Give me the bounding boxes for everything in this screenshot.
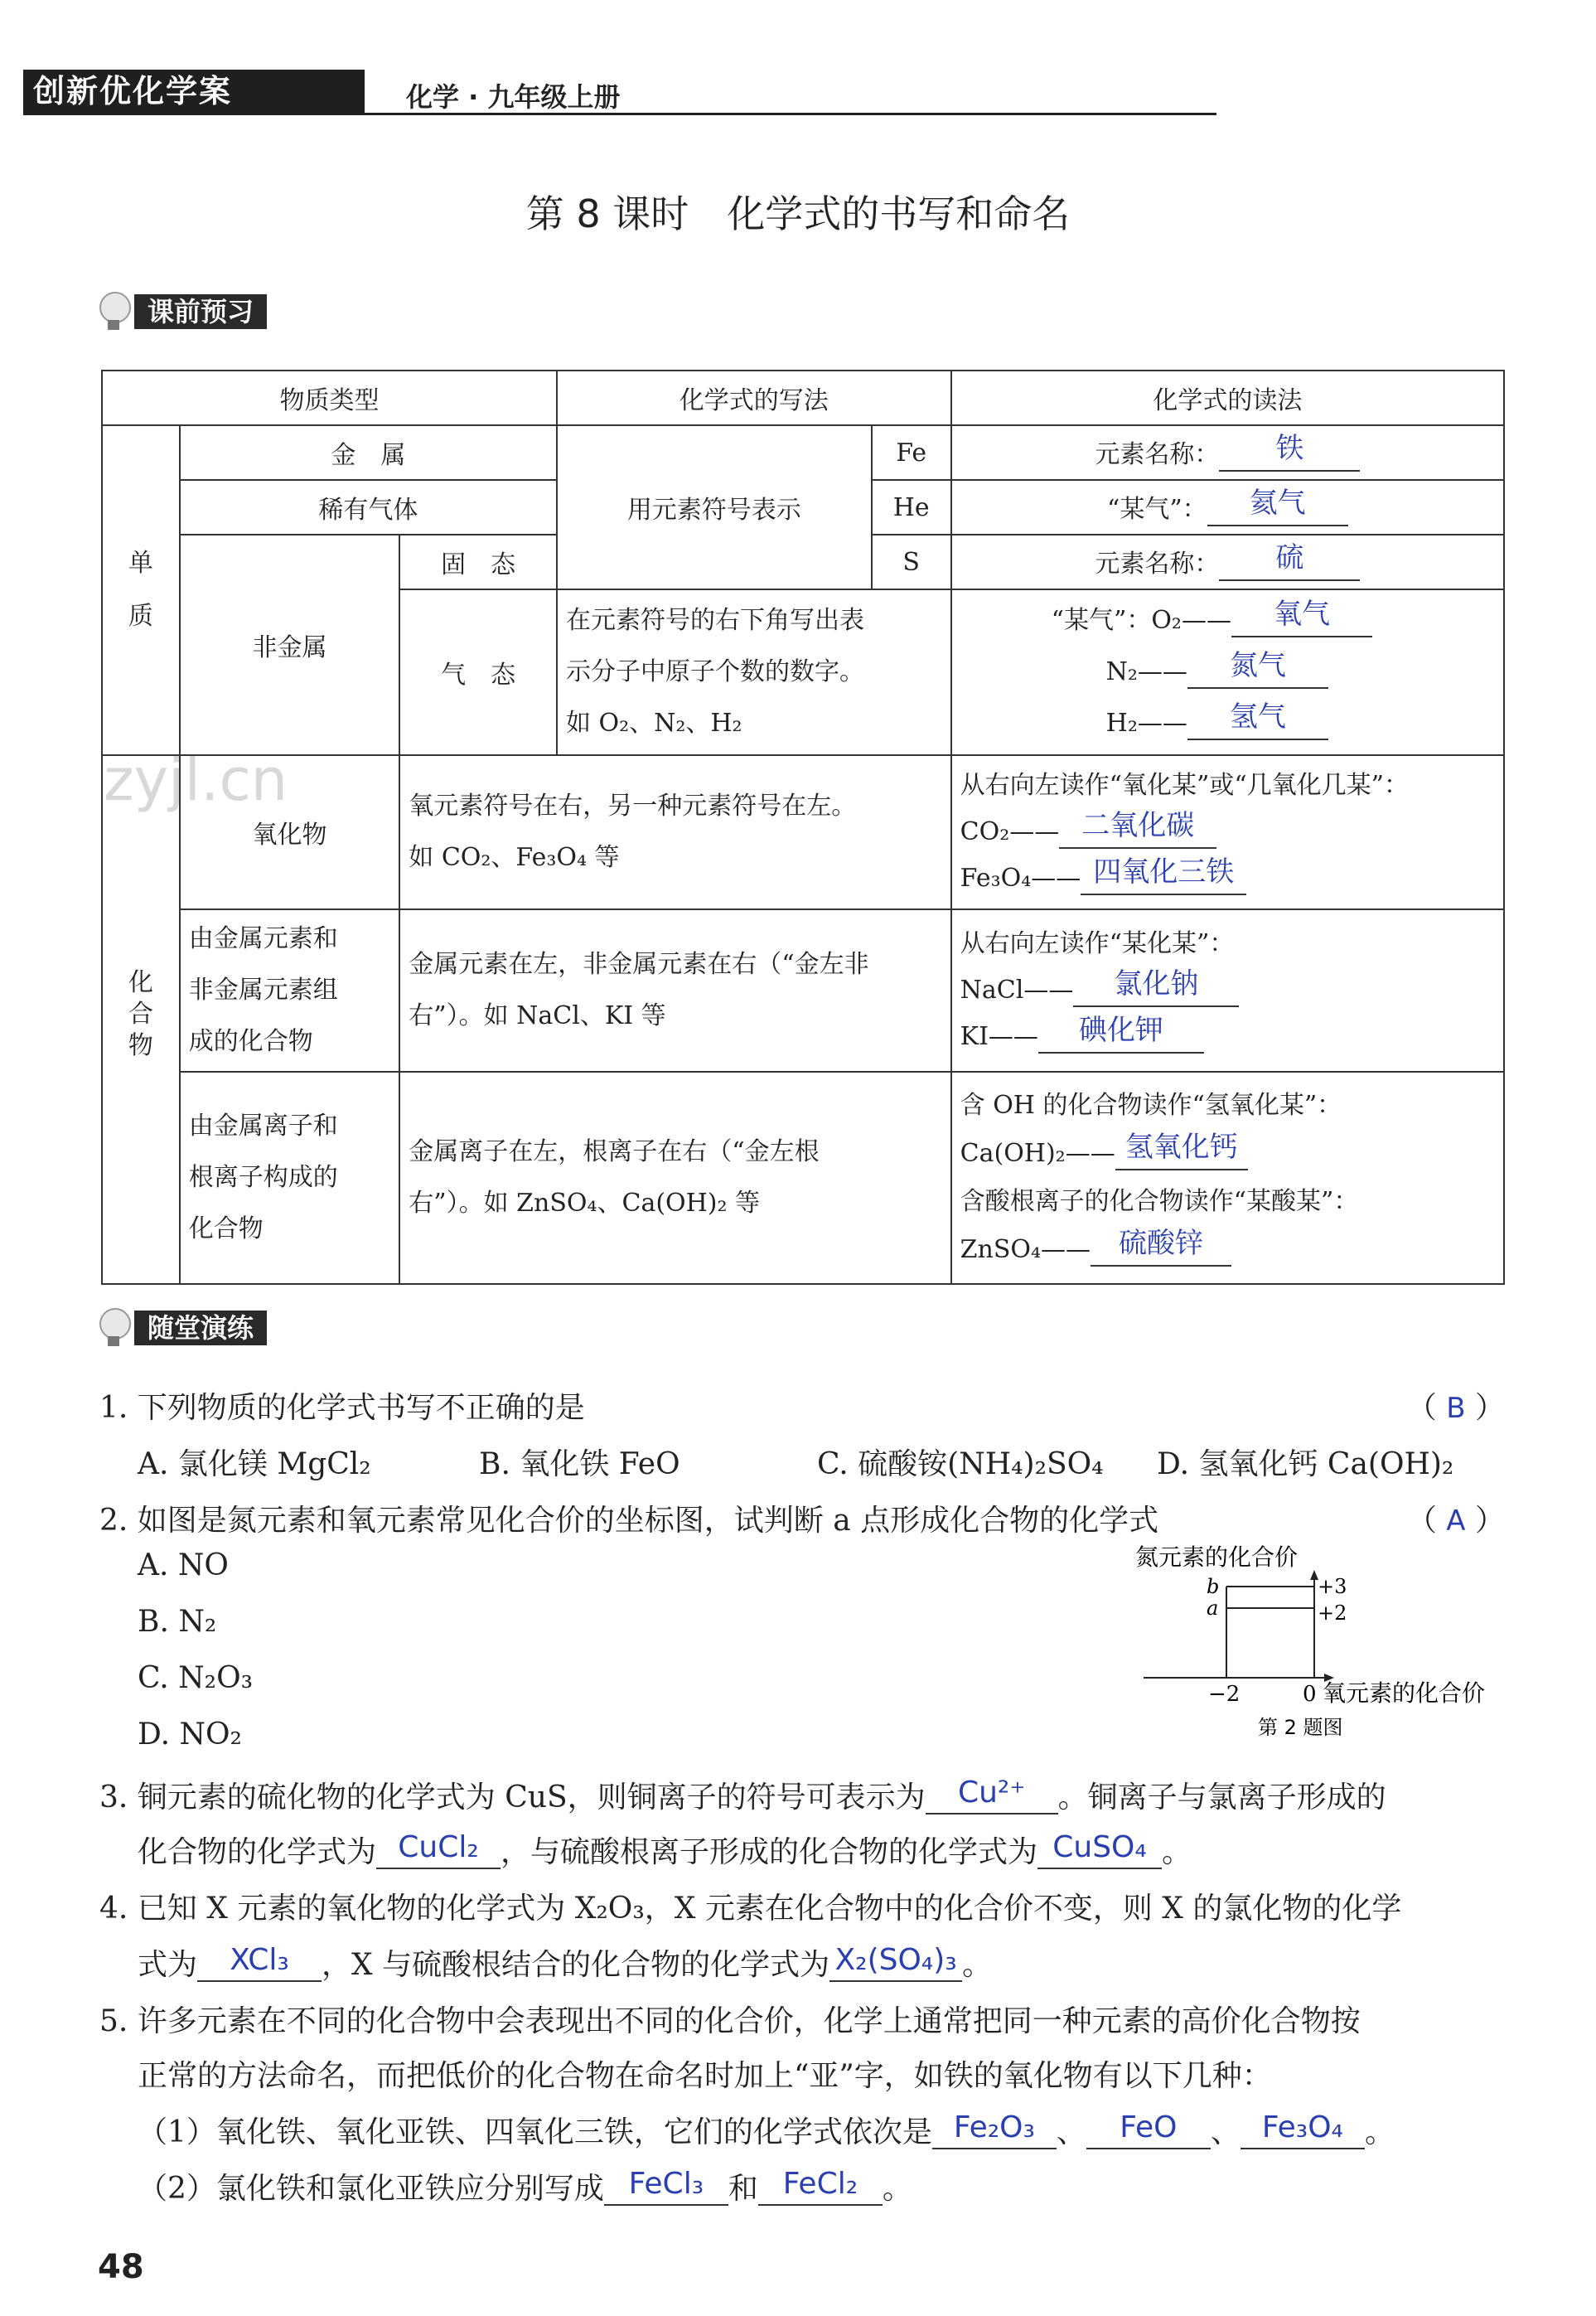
he-symbol: He [872,480,951,535]
read-gas: “某气”：O₂—— 氧气 N₂—— 氮气 H₂—— 氢气 [951,589,1504,755]
row-ion: 由金属离子和 根离子构成的 化合物 [180,1072,400,1284]
answer-h2: 氢气 [1229,700,1286,734]
preview-table [101,370,1505,1285]
lightbulb-icon [98,292,131,332]
q4-line2: 式为 XCl₃ ，X 与硫酸根结合的化合物的化学式为 X₂(SO₄)₃ 。 [138,1943,993,1982]
answer-znso4: 硫酸锌 [1119,1227,1203,1260]
fig-xlabel: 氧元素的化合价 [1323,1679,1486,1707]
read-mn: 从右向左读作“某化某”： NaCl—— 氯化钠 KI—— 碘化钾 [951,909,1504,1072]
q3-answer-3: CuSO₄ [1052,1830,1147,1864]
fig-caption: 第 2 题图 [1258,1716,1343,1739]
q2-option-b: B. N₂ [138,1605,217,1639]
fig-p2: +2 [1318,1601,1347,1625]
answer-caoh2: 氢氧化钙 [1124,1131,1238,1164]
q2-option-c: C. N₂O₃ [138,1661,254,1695]
row-metal-nonmetal: 由金属元素和 非金属元素组 成的化合物 [180,909,400,1072]
header-read: 化学式的读法 [951,371,1504,425]
q2-stem: 2. 如图是氮元素和氧元素常见化合价的坐标图，试判断 a 点形成化合物的化学式 [99,1504,1159,1538]
gas-rule: 在元素符号的右下角写出表 示分子中原子个数的数字。 如 O₂、N₂、H₂ [557,589,951,755]
fe-symbol: Fe [872,425,951,480]
oxide-rule: 氧元素符号在右，另一种元素符号在左。 如 CO₂、Fe₃O₄ 等 [399,755,950,909]
q1-option-a: A. 氯化镁 MgCl₂ [138,1447,371,1481]
section-label: 随堂演练 [134,1311,267,1345]
q3-line2: 化合物的化学式为 CuCl₂ ，与硫酸根离子形成的化合物的化学式为 CuSO₄ 。 [138,1830,1192,1869]
brand-logo-text: 创新优化学案 [33,73,233,109]
answer-o2: 氧气 [1273,598,1330,631]
q5-line1: 5. 许多元素在不同的化合物中会表现出不同的化合价，化学上通常把同一种元素的高价化合物按 [99,2004,1361,2038]
fig-a: a [1207,1596,1219,1620]
q1-option-b: B. 氧化铁 FeO [479,1447,680,1481]
q5-answer-3: Fe₃O₄ [1261,2110,1343,2144]
read-ion: 含 OH 的化合物读作“氢氧化某”： Ca(OH)₂—— 氢氧化钙 含酸根离子的化合物读作“某酸某”： ZnSO₄—— 硫酸锌 [951,1072,1504,1284]
lesson-title: 第 8 课时 化学式的书写和命名 [525,191,1071,236]
section-label: 课前预习 [134,294,267,329]
answer-he: 氦气 [1249,487,1306,520]
q5-answer-5: FeCl₂ [782,2167,858,2201]
q2-answer: A [1446,1504,1466,1538]
row-nonmetal: 非金属 [180,535,400,755]
answer-s: 硫 [1275,541,1304,574]
fig-p3: +3 [1318,1575,1347,1598]
fig-b: b [1207,1575,1220,1598]
fig-ylabel: 氮元素的化合价 [1135,1543,1299,1571]
q2-option-d: D. NO₂ [138,1718,242,1752]
fig-zero: 0 [1303,1682,1317,1707]
lightbulb-icon [98,1308,131,1348]
q2-figure [1135,1537,1516,1744]
q4-answer-2: X₂(SO₄)₃ [834,1943,957,1977]
row-oxide: 氧化物 [180,755,400,909]
q4-answer-1: XCl₃ [230,1943,289,1977]
read-he: “某气”： 氦气 [951,480,1504,535]
answer-n2: 氮气 [1229,649,1286,682]
s-symbol: S [872,535,951,589]
q2-option-a: A. NO [138,1548,229,1582]
group-elem: 单质 [102,425,180,755]
section-practice [98,1310,267,1346]
q1-option-d: D. 氢氧化钙 Ca(OH)₂ [1157,1447,1454,1481]
section-preview [98,293,267,330]
read-s: 元素名称： 硫 [951,535,1504,589]
row-noble: 稀有气体 [180,480,557,535]
symbol-rule: 用元素符号表示 [557,425,872,589]
q5-answer-1: Fe₂O₃ [953,2110,1035,2144]
q5-part2: （2）氯化铁和氯化亚铁应分别写成 FeCl₃ 和 FeCl₂ 。 [138,2167,912,2206]
header-rule [23,113,1216,115]
answer-fe3o4: 四氧化三铁 [1093,855,1235,889]
q2-answer-box: （ A ） [1406,1504,1505,1538]
q3-line1: 3. 铜元素的硫化物的化学式为 CuS，则铜离子的符号可表示为 Cu²⁺ 。铜离子与氯离子形成的 [99,1776,1386,1815]
subject-label: 化学 · 九年级上册 [406,81,621,113]
ion-rule: 金属离子在左，根离子在右（“金左根 右”）。如 ZnSO₄、Ca(OH)₂ 等 [399,1072,950,1284]
header-type: 物质类型 [102,371,557,425]
q5-answer-4: FeCl₃ [628,2167,704,2201]
q1-stem: 1. 下列物质的化学式书写不正确的是 [99,1391,585,1425]
row-metal: 金 属 [180,425,557,480]
answer-ki: 碘化钾 [1078,1014,1163,1047]
read-oxide: 从右向左读作“氧化某”或“几氧化几某”： CO₂—— 二氧化碳 Fe₃O₄—— 四氧化三铁 [951,755,1504,909]
q3-answer-2: CuCl₂ [398,1830,479,1864]
watermark: zyjl.cn [104,746,288,814]
q1-answer: B [1446,1392,1466,1425]
row-gas: 气 态 [399,589,557,755]
q5-part1: （1）氧化铁、氧化亚铁、四氧化三铁，它们的化学式依次是 Fe₂O₃ 、 FeO 、 Fe₃O₄ 。 [138,2110,1395,2149]
read-fe: 元素名称： 铁 [951,425,1504,480]
q1-option-c: C. 硫酸铵(NH₄)₂SO₄ [817,1447,1104,1481]
fig-m2: −2 [1208,1682,1241,1707]
header-write: 化学式的写法 [557,371,951,425]
q1-answer-box: （ B ） [1406,1391,1505,1425]
q5-answer-2: FeO [1120,2110,1178,2144]
mn-rule: 金属元素在左，非金属元素在右（“金左非 右”）。如 NaCl、KI 等 [399,909,950,1072]
page-number: 48 [98,2248,144,2286]
answer-nacl: 氯化钠 [1114,967,1199,1001]
answer-co2: 二氧化碳 [1081,809,1195,842]
answer-fe: 铁 [1275,432,1304,465]
q5-line2: 正常的方法命名，而把低价的化合物在命名时加上“亚”字，如铁的氧化物有以下几种： [138,2059,1272,2093]
row-solid: 固 态 [399,535,557,589]
group-compound: 化合物 [102,755,180,1284]
q4-line1: 4. 已知 X 元素的氧化物的化学式为 X₂O₃，X 元素在化合物中的化合价不变，则 X 的氯化物的化学 [99,1892,1402,1926]
q3-answer-1: Cu²⁺ [957,1776,1026,1810]
